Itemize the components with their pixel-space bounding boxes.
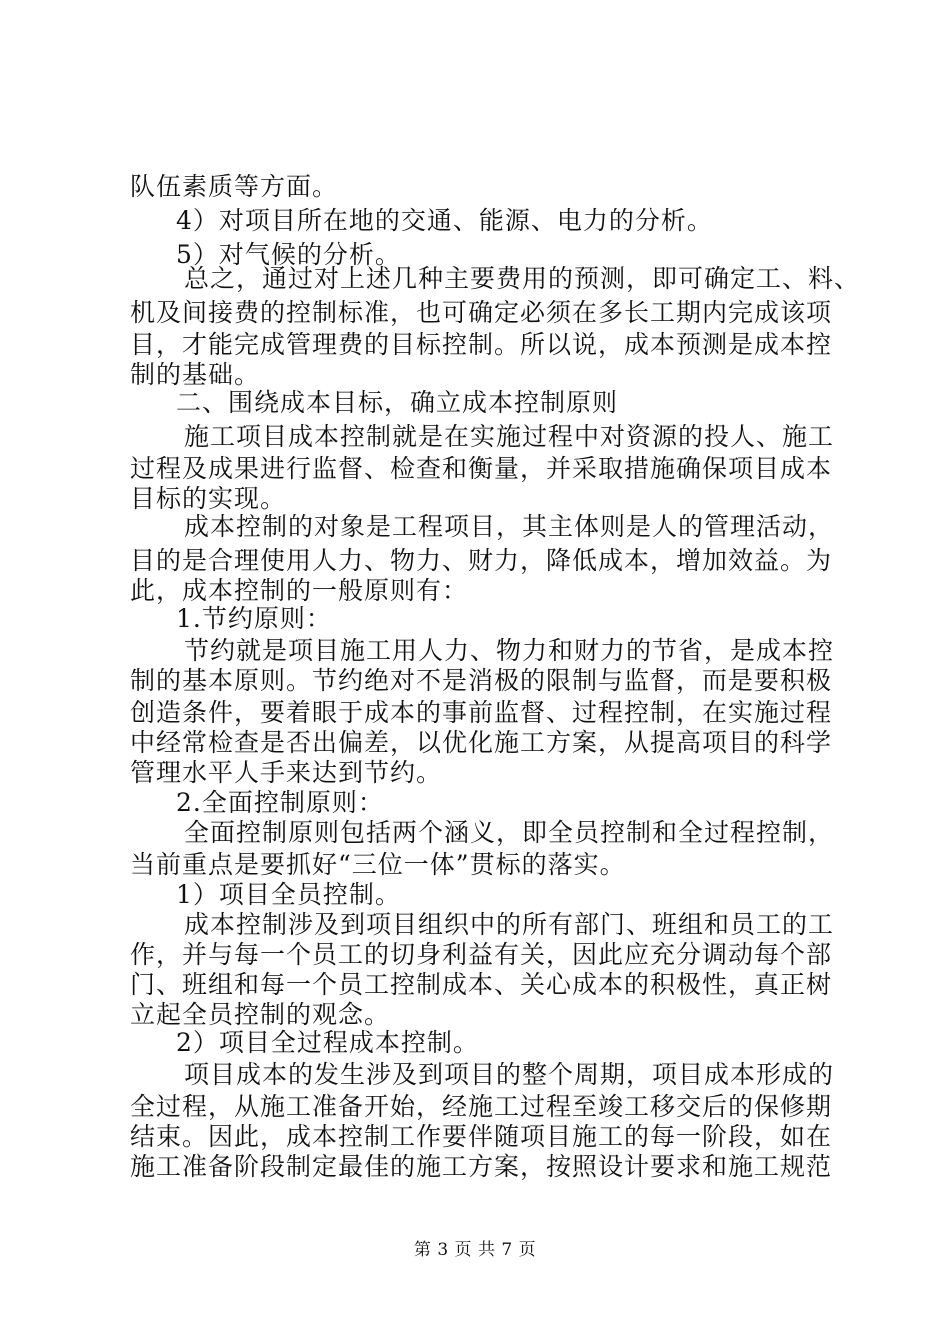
- text-line-11: 目标的实现。: [130, 484, 287, 513]
- text-line-14: 此，成本控制的一般原则有：: [130, 576, 469, 605]
- text-line-6: 目，才能完成管理费的目标控制。所以说，成本预测是成本控: [130, 330, 833, 359]
- text-line-16: 节约就是项目施工用人力、物力和财力的节省，是成本控: [184, 636, 835, 665]
- subheading-2: 2.全面控制原则：: [176, 788, 384, 817]
- text-line-22: 全面控制原则包括两个涵义，即全员控制和全过程控制，: [184, 818, 835, 847]
- text-line-7: 制的基础。: [130, 360, 261, 389]
- text-line-27: 门、班组和每一个员工控制成本、关心成本的积极性，真正树: [130, 970, 833, 999]
- text-line-3: 5）对气候的分析。: [176, 240, 401, 269]
- text-line-1: 队伍素质等方面。: [130, 172, 339, 201]
- section-heading: 二、围绕成本目标，确立成本控制原则: [176, 388, 619, 417]
- text-line-9: 施工项目成本控制就是在实施过程中对资源的投人、施工: [184, 422, 835, 451]
- text-line-10: 过程及成果进行监督、检查和衡量，并采取措施确保项目成本: [130, 454, 833, 483]
- text-line-25: 成本控制涉及到项目组织中的所有部门、班组和员工的工: [184, 910, 835, 939]
- subheading-1: 1.节约原则：: [176, 604, 332, 633]
- text-line-32: 结束。因此，成本控制工作要伴随项目施工的每一阶段，如在: [130, 1122, 833, 1151]
- text-line-28: 立起全员控制的观念。: [130, 1000, 391, 1029]
- text-line-2: 4）对项目所在地的交通、能源、电力的分析。: [176, 206, 713, 235]
- text-line-23: 当前重点是要抓好“三位一体”贯标的落实。: [130, 850, 626, 879]
- text-line-17: 制的基本原则。节约绝对不是消极的限制与监督，而是要积极: [130, 666, 833, 695]
- text-line-4: 总之，通过对上述几种主要费用的预测，即可确定工、料、: [184, 264, 861, 293]
- text-line-12: 成本控制的对象是工程项目，其主体则是人的管理活动，: [184, 512, 835, 541]
- subheading-4: 2）项目全过程成本控制。: [176, 1028, 479, 1057]
- text-line-20: 管理水平人手来达到节约。: [130, 758, 443, 787]
- text-line-26: 作，并与每一个员工的切身利益有关，因此应充分调动每个部: [130, 940, 833, 969]
- subheading-3: 1）项目全员控制。: [176, 880, 401, 909]
- page-number-footer: 第 3 页 共 7 页: [413, 1240, 537, 1260]
- text-line-18: 创造条件，要着眼于成本的事前监督、过程控制，在实施过程: [130, 698, 833, 727]
- text-line-5: 机及间接费的控制标准，也可确定必须在多长工期内完成该项: [130, 298, 833, 327]
- text-line-19: 中经常检查是否出偏差，以优化施工方案，从提高项目的科学: [130, 728, 833, 757]
- text-line-31: 全过程，从施工准备开始，经施工过程至竣工移交后的保修期: [130, 1092, 833, 1121]
- text-line-33: 施工准备阶段制定最佳的施工方案，按照设计要求和施工规范: [130, 1152, 833, 1181]
- text-line-30: 项目成本的发生涉及到项目的整个周期，项目成本形成的: [184, 1060, 835, 1089]
- text-line-13: 目的是合理使用人力、物力、财力，降低成本，增加效益。为: [130, 546, 833, 575]
